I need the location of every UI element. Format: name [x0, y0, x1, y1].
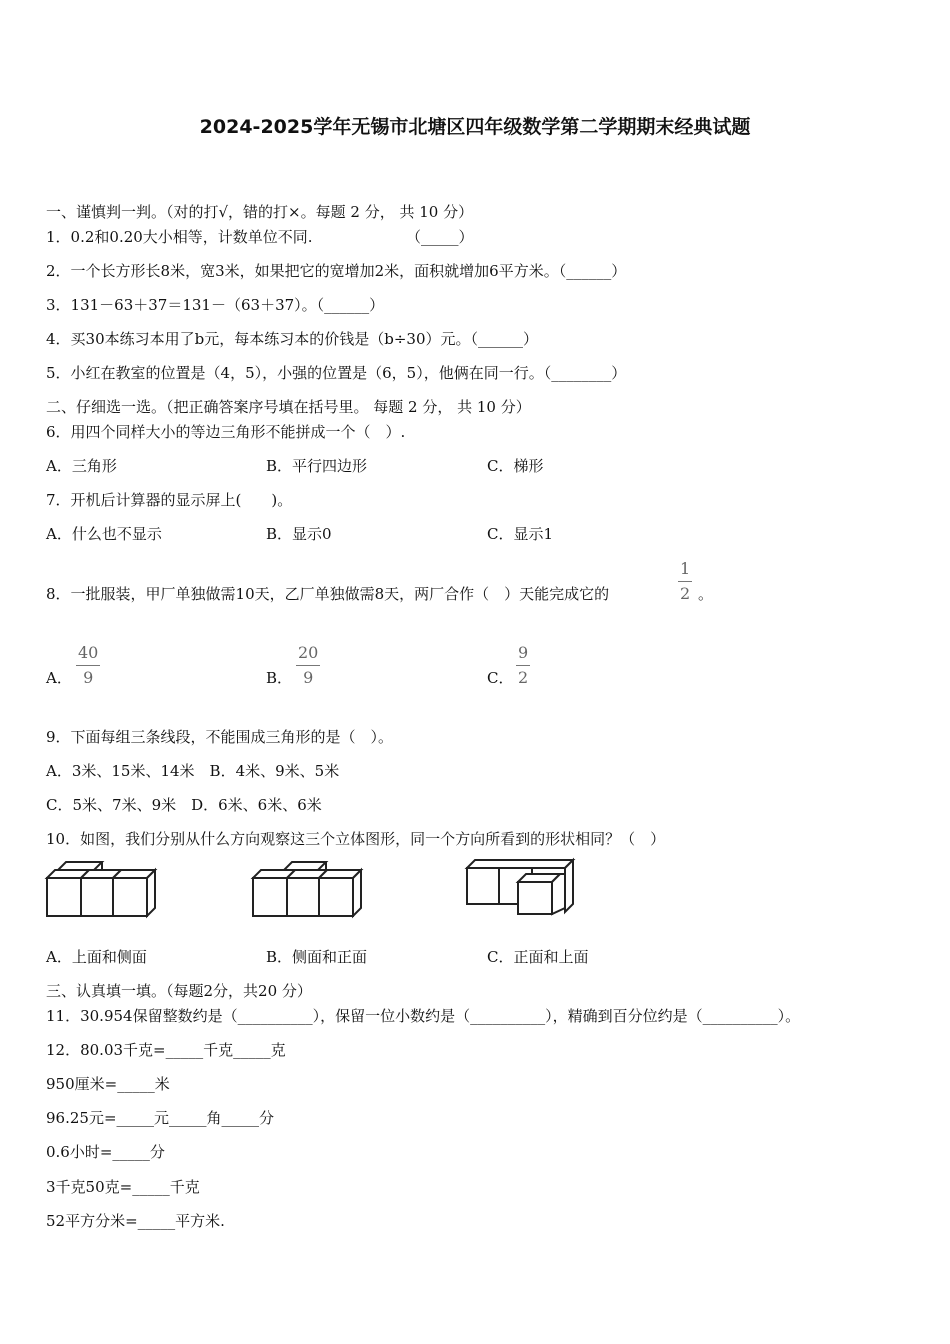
fraction-denominator: 2 [518, 668, 529, 687]
question-9-options-cd: C．5米、7米、9米 D．6米、6米、6米 [46, 796, 322, 814]
question-12: 12．80.03千克=_____千克_____克 [46, 1041, 286, 1059]
question-8-fraction [678, 559, 692, 604]
section-1-heading: 一、谨慎判一判。（对的打√，错的打×。每题 2 分， 共 10 分） [46, 203, 474, 221]
question-8-option-c-fraction [516, 643, 530, 688]
question-7-option-b: B．显示0 [266, 525, 332, 543]
cube-figure-c [464, 856, 578, 920]
question-12-part-f: 52平方分米=_____平方米. [46, 1212, 225, 1230]
question-6-option-b: B．平行四边形 [266, 457, 368, 475]
question-9-options-ab: A．3米、15米、14米 B．4米、9米、5米 [46, 762, 340, 780]
question-1-text: 1．0.2和0.20大小相等，计数单位不同. [46, 228, 313, 246]
fraction-denominator: 2 [680, 584, 691, 603]
question-10-option-c: C．正面和上面 [487, 948, 589, 966]
question-10-option-b: B．侧面和正面 [266, 948, 368, 966]
question-8-option-c: C． [487, 669, 514, 687]
question-12-part-b: 950厘米=_____米 [46, 1075, 170, 1093]
question-3: 3．131－63＋37＝131－（63＋37）。（______） [46, 296, 385, 314]
question-12-part-c: 96.25元=_____元_____角_____分 [46, 1109, 275, 1127]
fraction-numerator: 40 [76, 643, 100, 666]
cube-figure-a [44, 858, 158, 920]
question-10-option-a: A．上面和侧面 [46, 948, 147, 966]
fraction-numerator: 20 [296, 643, 320, 666]
fraction-denominator: 9 [303, 668, 314, 687]
question-1-blank: （_____） [406, 228, 474, 246]
question-8: 8．一批服装，甲厂单独做需10天，乙厂单独做需8天，两厂合作（ ）天能完成它的 [46, 585, 610, 603]
question-12-part-e: 3千克50克=_____千克 [46, 1178, 200, 1196]
fraction-numerator: 1 [678, 559, 692, 582]
question-11: 11．30.954保留整数约是（__________），保留一位小数约是（__________），精确到百分位约是（__________）。 [46, 1007, 801, 1025]
section-2-heading: 二、仔细选一选。（把正确答案序号填在括号里。 每题 2 分， 共 10 分） [46, 398, 531, 416]
question-7-option-c: C．显示1 [487, 525, 554, 543]
question-8-option-b: B． [266, 669, 293, 687]
question-8-option-b-fraction [296, 643, 320, 688]
fraction-numerator: 9 [516, 643, 530, 666]
question-6-option-c: C．梯形 [487, 457, 544, 475]
question-1 [46, 227, 474, 247]
question-8-end: 。 [698, 585, 714, 603]
question-7: 7．开机后计算器的显示屏上( )。 [46, 491, 293, 509]
question-4: 4．买30本练习本用了b元，每本练习本的价钱是（b÷30）元。（______） [46, 330, 538, 348]
question-5: 5．小红在教室的位置是（4，5），小强的位置是（6，5），他俩在同一行。（________） [46, 364, 627, 382]
question-7-option-a: A．什么也不显示 [46, 525, 162, 543]
section-3-heading: 三、认真填一填。（每题2分，共20 分） [46, 982, 312, 1000]
question-12-part-d: 0.6小时=_____分 [46, 1143, 165, 1161]
page-title: 2024-2025学年无锡市北塘区四年级数学第二学期期末经典试题 [199, 116, 751, 138]
question-9: 9．下面每组三条线段，不能围成三角形的是（ ）。 [46, 728, 394, 746]
cube-figure-b [250, 858, 364, 920]
question-10: 10．如图，我们分别从什么方向观察这三个立体图形，同一个方向所看到的形状相同？（ ） [46, 830, 666, 848]
question-6-option-a: A．三角形 [46, 457, 117, 475]
question-2: 2．一个长方形长8米，宽3米，如果把它的宽增加2米，面积就增加6平方米。（______） [46, 262, 627, 280]
question-8-option-a: A． [46, 669, 72, 687]
question-6: 6．用四个同样大小的等边三角形不能拼成一个（ ）. [46, 423, 406, 441]
fraction-denominator: 9 [83, 668, 94, 687]
question-8-option-a-fraction [76, 643, 100, 688]
